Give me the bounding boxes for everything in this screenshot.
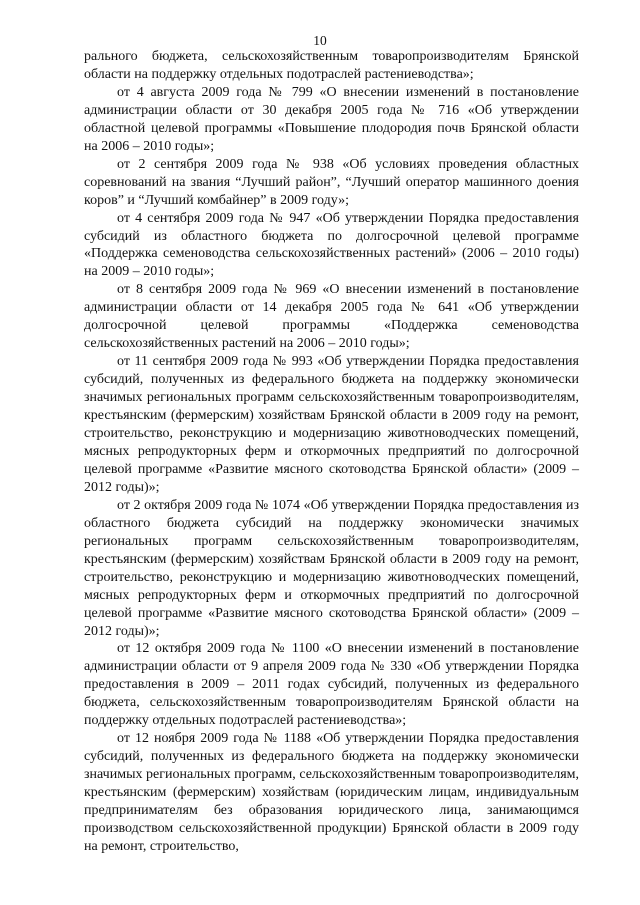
paragraph-continuation: рального бюджета, сельскохозяйственным товаропроизводителям Брянской области на поддержку отдельных подотраслей растениеводства»; [84,49,579,82]
paragraph-resolution-938: от 2 сентября 2009 года № 938 «Об условиях проведения областных соревнований на звания “Лучший район”, “Лучший оператор машинного доения коров” и “Лучший комбайнер” в 2009 году»; [84,156,579,208]
paragraph-resolution-993: от 11 сентября 2009 года № 993 «Об утверждении Порядка предоставления субсидий, полученных из федерального бюджета на поддержку экономически значимых региональных программ сельскохозяйственным товаропроизводителям, крестьянским (фермерским) хозяйствам Брянской области в 2009 году на ремонт, строительство, реконструкцию и модернизацию животноводческих помещений, мясных репродукторных ферм и откормочных предприятий по долгосрочной целевой программе «Развитие мясного скотоводства Брянской области» (2009 – 2012 годы)»; [84,354,579,495]
paragraph-resolution-969: от 8 сентября 2009 года № 969 «О внесении изменений в постановление администрации области от 14 декабря 2005 года № 641 «Об утверждении долгосрочной целевой программы «Поддержка семеноводства сельскохозяйственных растений на 2006 – 2010 годы»; [84,282,579,352]
page-number: 10 [313,33,327,48]
paragraph-resolution-1188: от 12 ноября 2009 года № 1188 «Об утверждении Порядка предоставления субсидий, полученных из федерального бюджета на поддержку экономически значимых региональных программ, сельскохозяйственным товаропроизводителям, крестьянским (фермерским) хозяйствам (юридическим лицам, индивидуальным предпринимателям без образования юридического лица, занимающимся производством сельскохозяйственной продукции) Брянской области в 2009 году на ремонт, строительство, [84,731,579,854]
paragraph-resolution-947: от 4 сентября 2009 года № 947 «Об утверждении Порядка предоставления субсидий из областного бюджета по долгосрочной целевой программе «Поддержка семеноводства сельскохозяйственных растений» (2006 – 2010 годы) на 2009 – 2010 годы»; [84,210,579,280]
paragraph-resolution-1074: от 2 октября 2009 года № 1074 «Об утверждении Порядка предоставления из областного бюджета субсидий на поддержку экономически значимых региональных программ сельскохозяйственным товаропроизводителям, крестьянским (фермерским) хозяйствам Брянской области в 2009 году на ремонт, строительство, реконструкцию и модернизацию животноводческих помещений, мясных репродукторных ферм и откормочных предприятий по долгосрочной целевой программе «Развитие мясного скотоводства Брянской области» (2009 – 2012 годы)»; [84,497,579,639]
paragraph-resolution-799: от 4 августа 2009 года № 799 «О внесении изменений в постановление администрации области от 30 декабря 2005 года № 716 «Об утверждении областной целевой программы «Повышение плодородия почв Брянской области на 2006 – 2010 годы»; [84,84,579,154]
paragraph-resolution-1100: от 12 октября 2009 года № 1100 «О внесении изменений в постановление администрации области от 9 апреля 2009 года № 330 «Об утверждении Порядка предоставления в 2009 – 2011 годах субсидий, полученных из федерального бюджета, сельскохозяйственным товаропроизводителям Брянской области на поддержку отдельных подотраслей растениеводства»; [84,641,579,729]
document-body [84,48,579,856]
